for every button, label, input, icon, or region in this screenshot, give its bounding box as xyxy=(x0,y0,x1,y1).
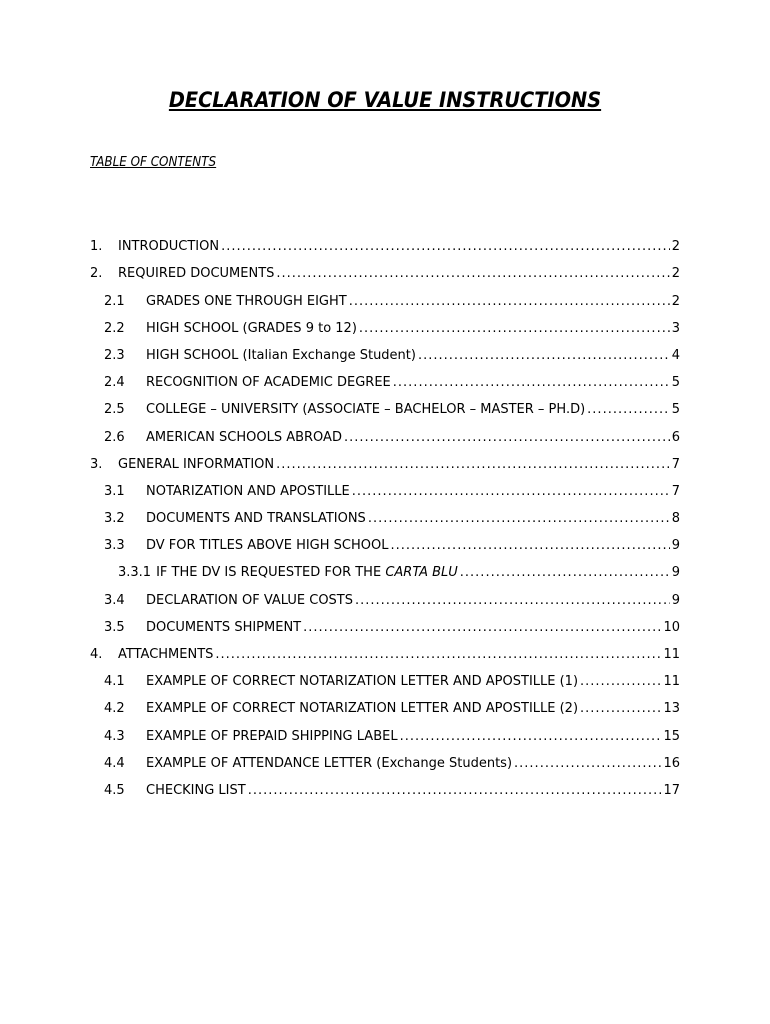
toc-leader-dots xyxy=(393,374,670,391)
toc-entry-page-number: 9 xyxy=(671,592,680,608)
toc-entry-label xyxy=(146,673,578,690)
toc-entry-page-number: 13 xyxy=(663,701,680,717)
document-title: DECLARATION OF VALUE INSTRUCTIONS xyxy=(168,88,602,112)
toc-leader-dots xyxy=(276,456,670,473)
toc-leader-dots xyxy=(587,401,670,418)
toc-leader-dots xyxy=(344,429,670,446)
toc-entry-label xyxy=(146,592,353,609)
toc-entry[interactable] xyxy=(90,772,680,799)
toc-leader-dots xyxy=(352,483,670,500)
toc-entry-number: 4. xyxy=(90,647,103,662)
toc-leader-dots xyxy=(359,320,670,337)
toc-entry[interactable] xyxy=(90,228,680,255)
toc-entry-label-text: AMERICAN SCHOOLS ABROAD xyxy=(146,429,342,445)
toc-entry-label-text: REQUIRED DOCUMENTS xyxy=(118,266,275,282)
toc-entry[interactable] xyxy=(90,446,680,473)
toc-entry-page-number: 9 xyxy=(671,565,680,581)
toc-leader-dots xyxy=(390,537,669,554)
toc-entry-label xyxy=(146,401,585,418)
toc-entry[interactable] xyxy=(90,527,680,554)
toc-entry[interactable] xyxy=(90,500,680,527)
toc-leader-dots xyxy=(400,728,662,745)
toc-entry[interactable] xyxy=(90,391,680,418)
toc-entry[interactable] xyxy=(90,663,680,690)
toc-entry-page-number: 15 xyxy=(663,728,680,744)
toc-entry-number: 4.5 xyxy=(104,782,125,798)
toc-entry-label xyxy=(146,293,347,310)
toc-entry-page-number: 2 xyxy=(671,266,680,282)
toc-entry[interactable] xyxy=(90,282,680,309)
toc-entry-label xyxy=(146,782,246,799)
toc-entry[interactable] xyxy=(90,690,680,717)
toc-entry-label xyxy=(146,374,391,391)
toc-leader-dots xyxy=(215,646,661,663)
toc-leader-dots xyxy=(276,265,669,282)
toc-entry[interactable] xyxy=(90,337,680,364)
toc-entry-page-number: 11 xyxy=(663,674,680,690)
toc-entry-label-text: EXAMPLE OF PREPAID SHIPPING LABEL xyxy=(146,728,398,744)
toc-entry-page-number: 11 xyxy=(663,647,680,662)
toc-entry-label-text: ATTACHMENTS xyxy=(118,647,214,662)
toc-entry-label-text: HIGH SCHOOL (Italian Exchange Student) xyxy=(146,347,416,363)
toc-entry-label-text: INTRODUCTION xyxy=(118,239,220,255)
toc-entry-label xyxy=(118,456,274,473)
toc-entry-label-text: EXAMPLE OF CORRECT NOTARIZATION LETTER AND APOSTILLE (2) xyxy=(146,701,579,717)
toc-entry-label-italic: CARTA BLU xyxy=(385,565,458,581)
toc-entry[interactable] xyxy=(90,717,680,744)
toc-entry-page-number: 10 xyxy=(663,619,680,635)
toc-entry-label-text: EXAMPLE OF ATTENDANCE LETTER (Exchange Students) xyxy=(146,755,513,771)
toc-entry-number: 4.4 xyxy=(104,755,125,771)
toc-entry[interactable] xyxy=(90,554,680,581)
toc-leader-dots xyxy=(355,592,670,609)
toc-entry-number: 2.3 xyxy=(104,347,125,363)
toc-entry-number: 1. xyxy=(90,239,103,255)
toc-leader-dots xyxy=(221,238,670,255)
toc-leader-dots xyxy=(418,347,670,364)
toc-entry-number: 3.4 xyxy=(104,592,125,608)
toc-entry-number: 4.1 xyxy=(104,674,125,690)
toc-leader-dots xyxy=(349,293,670,310)
toc-entry-page-number: 9 xyxy=(671,538,680,554)
toc-entry-number: 3.3.1 xyxy=(118,565,152,581)
toc-entry-number: 3.3 xyxy=(104,538,125,554)
toc-entry-label xyxy=(118,265,274,282)
toc-entry[interactable] xyxy=(90,745,680,772)
toc-entry-number: 2. xyxy=(90,266,103,282)
toc-entry-number: 3.1 xyxy=(104,483,125,499)
toc-entry-number: 2.2 xyxy=(104,320,125,336)
toc-leader-dots xyxy=(580,700,661,717)
toc-leader-dots xyxy=(303,619,661,636)
toc-entry-label-text: HIGH SCHOOL (GRADES 9 to 12) xyxy=(146,320,357,336)
toc-entry[interactable] xyxy=(90,609,680,636)
toc-leader-dots xyxy=(248,782,662,799)
toc-entry-label-text: GENERAL INFORMATION xyxy=(118,456,275,472)
toc-entry-page-number: 2 xyxy=(671,293,680,309)
toc-entry-label-text: DECLARATION OF VALUE COSTS xyxy=(146,592,353,608)
toc-heading: TABLE OF CONTENTS xyxy=(90,155,217,170)
toc-entry-page-number: 5 xyxy=(671,375,680,391)
toc-entry-label-text: IF THE DV IS REQUESTED FOR THE xyxy=(156,565,382,581)
toc-entry-page-number: 7 xyxy=(671,483,680,499)
toc-entry-page-number: 6 xyxy=(671,429,680,445)
toc-entry-page-number: 17 xyxy=(663,782,680,798)
toc-leader-dots xyxy=(460,564,670,581)
toc-entry-page-number: 8 xyxy=(671,511,680,527)
toc-entry-label xyxy=(146,429,342,446)
toc-entry-label xyxy=(146,728,398,745)
toc-entry[interactable] xyxy=(90,473,680,500)
toc-entry-number: 2.6 xyxy=(104,429,125,445)
toc-entry[interactable] xyxy=(90,255,680,282)
toc-entry-page-number: 3 xyxy=(671,320,680,336)
toc-entry-label xyxy=(156,564,458,581)
toc-leader-dots xyxy=(514,755,661,772)
toc-entry-page-number: 7 xyxy=(671,456,680,472)
toc-entry-label xyxy=(146,537,388,554)
toc-entry[interactable] xyxy=(90,418,680,445)
toc-leader-dots xyxy=(368,510,670,527)
toc-entry-label-text: CHECKING LIST xyxy=(146,782,246,798)
toc-entry-number: 3.5 xyxy=(104,619,125,635)
toc-entry-label xyxy=(146,347,416,364)
toc-entry-label xyxy=(146,483,350,500)
toc-entry[interactable] xyxy=(90,636,680,663)
table-of-contents xyxy=(90,228,680,799)
toc-entry-label xyxy=(146,320,357,337)
toc-entry-label xyxy=(118,646,213,663)
toc-entry-label xyxy=(118,238,219,255)
toc-entry-label xyxy=(146,619,301,636)
toc-entry[interactable] xyxy=(90,310,680,337)
toc-entry-number: 4.2 xyxy=(104,701,125,717)
toc-entry-label-text: DOCUMENTS AND TRANSLATIONS xyxy=(146,511,366,527)
toc-entry[interactable] xyxy=(90,581,680,608)
toc-entry-label-text: COLLEGE – UNIVERSITY (ASSOCIATE – BACHELOR – MASTER – PH.D) xyxy=(146,402,586,418)
toc-entry-page-number: 4 xyxy=(671,347,680,363)
toc-entry-label xyxy=(146,510,366,527)
toc-entry-number: 2.4 xyxy=(104,375,125,391)
toc-entry-label-text: NOTARIZATION AND APOSTILLE xyxy=(146,483,350,499)
toc-entry-label-text: RECOGNITION OF ACADEMIC DEGREE xyxy=(146,375,391,391)
toc-entry[interactable] xyxy=(90,364,680,391)
toc-leader-dots xyxy=(580,673,661,690)
toc-entry-page-number: 2 xyxy=(671,239,680,255)
toc-entry-label-text: GRADES ONE THROUGH EIGHT xyxy=(146,293,347,309)
toc-entry-page-number: 5 xyxy=(671,402,680,418)
toc-entry-label xyxy=(146,755,512,772)
toc-entry-label-text: DV FOR TITLES ABOVE HIGH SCHOOL xyxy=(146,538,389,554)
toc-entry-label-text: EXAMPLE OF CORRECT NOTARIZATION LETTER AND APOSTILLE (1) xyxy=(146,674,579,690)
toc-entry-number: 2.5 xyxy=(104,402,125,418)
toc-entry-number: 4.3 xyxy=(104,728,125,744)
toc-entry-number: 3. xyxy=(90,456,103,472)
toc-entry-label xyxy=(146,700,578,717)
toc-entry-label-text: DOCUMENTS SHIPMENT xyxy=(146,619,302,635)
toc-entry-page-number: 16 xyxy=(663,755,680,771)
toc-entry-number: 3.2 xyxy=(104,511,125,527)
toc-entry-number: 2.1 xyxy=(104,293,125,309)
